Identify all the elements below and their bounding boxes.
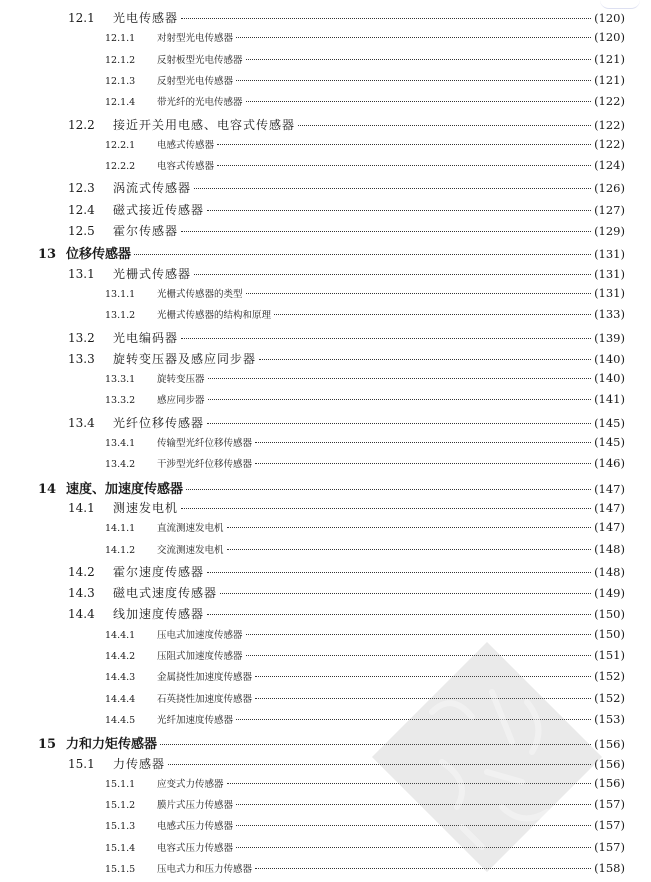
toc-entry-page: (158) [594, 861, 625, 875]
dot-leader [246, 59, 592, 60]
dot-leader [181, 508, 591, 509]
toc-entry-title: 反射型光电传感器 [157, 75, 234, 87]
toc-entry-title: 测速发电机 [113, 500, 179, 515]
dot-leader [217, 165, 591, 166]
toc-entry-page: (139) [594, 330, 625, 345]
toc-entry-page: (124) [594, 158, 625, 173]
toc-entry-number: 12.2 [68, 117, 95, 132]
toc-entry-title: 接近开关用电感、电容式传感器 [113, 117, 296, 132]
toc-entry-number: 14.4.4 [105, 693, 136, 705]
toc-entry[interactable] [0, 648, 651, 662]
toc-entry[interactable] [0, 755, 651, 772]
toc-entry-page: (141) [594, 392, 625, 407]
toc-entry-page: (148) [594, 541, 625, 556]
dot-leader [208, 399, 592, 400]
dot-leader [236, 825, 591, 826]
dot-leader [246, 655, 592, 656]
toc-entry-page: (146) [594, 456, 625, 471]
dot-leader [227, 783, 592, 784]
toc-entry[interactable] [0, 52, 651, 66]
toc-entry-number: 15.1.5 [105, 864, 136, 875]
dot-leader [255, 868, 591, 869]
dot-leader [259, 359, 591, 360]
dot-leader [207, 572, 591, 573]
toc-entry[interactable] [0, 116, 651, 133]
toc-entry-number: 14.2 [68, 564, 95, 579]
toc-entry-title: 电容式传感器 [157, 161, 215, 173]
toc-entry[interactable] [0, 542, 651, 556]
toc-entry-page: (150) [594, 607, 625, 622]
toc-entry-page: (133) [594, 307, 625, 322]
dot-leader [255, 698, 591, 699]
toc-entry-number: 12.1.3 [105, 75, 136, 87]
toc-entry-title: 压电式力和压力传感器 [157, 864, 253, 875]
dot-leader [186, 489, 591, 490]
toc-entry-title: 线加速度传感器 [113, 607, 205, 622]
toc-entry-title: 光栅式传感器 [113, 266, 192, 281]
toc-entry-title: 传输型光纤位移传感器 [157, 438, 253, 449]
toc-entry[interactable] [0, 691, 651, 705]
dot-leader [207, 210, 591, 211]
toc-entry-page: (122) [594, 117, 625, 132]
dot-leader [236, 719, 591, 720]
toc-entry-page: (152) [594, 690, 625, 705]
toc-entry-title: 磁式接近传感器 [113, 202, 205, 217]
toc-entry-number: 14.4.2 [105, 651, 136, 662]
toc-entry-number: 13.3.1 [105, 374, 136, 386]
toc-entry-number: 13.4.1 [105, 438, 136, 449]
toc-entry[interactable] [0, 733, 651, 752]
dot-leader [274, 314, 591, 315]
toc-entry[interactable] [0, 137, 651, 151]
dot-leader [246, 293, 592, 294]
toc-entry-page: (121) [594, 51, 625, 66]
toc-entry-title: 膜片式压力传感器 [157, 800, 234, 812]
toc-entry-title: 霍尔速度传感器 [113, 564, 205, 579]
corner-stamp-fragment [600, 0, 640, 9]
toc-entry[interactable] [0, 818, 651, 832]
dot-leader [181, 231, 591, 232]
toc-entry-page: (131) [594, 247, 625, 262]
toc-entry-page: (127) [594, 202, 625, 217]
toc-entry-title: 感应同步器 [157, 395, 205, 407]
toc-entry-number: 12.2.1 [105, 139, 136, 151]
toc-entry-page: (131) [594, 285, 625, 300]
toc-entry-title: 光电编码器 [113, 330, 179, 345]
toc-entry[interactable] [0, 520, 651, 534]
toc-entry-page: (149) [594, 586, 625, 601]
toc-entry-title: 电容式压力传感器 [157, 842, 234, 854]
toc-entry-number: 15.1 [68, 756, 95, 771]
toc-entry[interactable] [0, 350, 651, 367]
dot-leader [220, 593, 591, 594]
dot-leader [255, 463, 591, 464]
toc-entry-number: 13.1 [68, 266, 95, 281]
toc-entry-title: 力传感器 [113, 756, 166, 771]
toc-entry-number: 15.1.1 [105, 778, 136, 790]
toc-entry-number: 13.4 [68, 415, 95, 430]
toc-entry[interactable] [0, 414, 651, 431]
toc-entry-page: (157) [594, 839, 625, 854]
toc-entry-number: 13.4.2 [105, 459, 136, 471]
toc-entry-number: 12.2.2 [105, 161, 136, 173]
toc-entry-title: 干涉型光纤位移传感器 [157, 459, 253, 471]
dot-leader [236, 80, 591, 81]
dot-leader [207, 423, 591, 424]
toc-entry-page: (129) [594, 224, 625, 238]
toc-entry-number: 12.1.4 [105, 97, 136, 109]
toc-entry-title: 应变式力传感器 [157, 778, 224, 790]
toc-entry-number: 14.1 [68, 500, 95, 515]
toc-entry-page: (120) [594, 30, 625, 45]
toc-entry[interactable] [0, 840, 651, 854]
toc-entry[interactable] [0, 222, 651, 239]
toc-entry-title: 直流测速发电机 [157, 523, 224, 535]
toc-entry-page: (150) [594, 626, 625, 641]
toc-entry[interactable] [0, 179, 651, 196]
toc-entry-title: 光栅式传感器的类型 [157, 288, 243, 300]
toc-entry[interactable] [0, 456, 651, 470]
toc-entry-page: (145) [594, 415, 625, 430]
toc-entry-title: 石英挠性加速度传感器 [157, 693, 253, 705]
toc-entry[interactable] [0, 605, 651, 622]
toc-entry-title: 反射板型光电传感器 [157, 54, 243, 66]
toc-entry-page: (145) [594, 435, 625, 449]
toc-entry-number: 15.1.4 [105, 842, 136, 854]
dot-leader [236, 804, 591, 805]
toc-entry-title: 压阻式加速度传感器 [157, 651, 243, 662]
dot-leader [227, 527, 592, 528]
dot-leader [134, 254, 591, 255]
toc-entry-number: 12.1.2 [105, 54, 136, 66]
toc-entry-title: 压电式加速度传感器 [157, 629, 243, 641]
toc-entry-title: 金属挠性加速度传感器 [157, 672, 253, 684]
toc-entry-title: 涡流式传感器 [113, 181, 192, 196]
dot-leader [194, 188, 591, 189]
toc-entry-page: (122) [594, 94, 625, 109]
toc-entry-number: 14 [38, 481, 57, 497]
toc-entry-number: 13.3.2 [105, 395, 136, 407]
toc-entry-page: (147) [594, 481, 625, 496]
toc-entry[interactable] [0, 627, 651, 641]
toc-entry-number: 14.4 [68, 607, 95, 622]
toc-entry-page: (156) [594, 775, 625, 790]
dot-leader [227, 549, 592, 550]
toc-entry[interactable] [0, 371, 651, 385]
toc-entry[interactable] [0, 435, 651, 449]
toc-entry[interactable] [0, 243, 651, 262]
toc-entry[interactable] [0, 776, 651, 790]
toc-entry-title: 速度、加速度传感器 [66, 481, 184, 497]
toc-entry-title: 霍尔传感器 [113, 224, 179, 238]
toc-entry-title: 对射型光电传感器 [157, 33, 234, 45]
toc-entry-number: 14.4.5 [105, 714, 136, 726]
toc-entry-title: 光纤加速度传感器 [157, 714, 234, 726]
toc-entry-number: 15 [38, 737, 57, 753]
toc-entry[interactable] [0, 73, 651, 87]
toc-entry[interactable] [0, 286, 651, 300]
toc-entry-number: 14.1.2 [105, 544, 136, 556]
toc-entry-number: 14.4.1 [105, 629, 136, 641]
dot-leader [236, 37, 591, 38]
toc-entry-page: (153) [594, 711, 625, 726]
toc-entry[interactable] [0, 201, 651, 218]
toc-entry-page: (140) [594, 351, 625, 366]
toc-entry-title: 位移传感器 [66, 247, 132, 263]
dot-leader [298, 125, 591, 126]
toc-entry-title: 交流测速发电机 [157, 544, 224, 556]
toc-entry-page: (120) [594, 11, 625, 25]
toc-entry[interactable] [0, 861, 651, 875]
toc-entry-number: 14.1.1 [105, 523, 136, 535]
toc-entry-page: (140) [594, 371, 625, 386]
dot-leader [236, 847, 591, 848]
dot-leader [255, 442, 591, 443]
toc-entry-number: 13.3 [68, 351, 95, 366]
toc-entry-title: 力和力矩传感器 [66, 737, 158, 753]
toc-entry-page: (126) [594, 181, 625, 196]
toc-entry-page: (152) [594, 669, 625, 684]
toc-entry-number: 12.4 [68, 202, 95, 217]
toc-entry[interactable] [0, 265, 651, 282]
toc-entry[interactable] [0, 30, 651, 44]
toc-entry-number: 13 [38, 247, 57, 263]
toc-entry-page: (121) [594, 72, 625, 87]
toc-entry-page: (151) [594, 648, 625, 662]
toc-entry-page: (148) [594, 564, 625, 579]
dot-leader [194, 274, 591, 275]
toc-entry[interactable] [0, 797, 651, 811]
dot-leader [181, 338, 591, 339]
toc-entry-page: (147) [594, 500, 625, 515]
toc-entry[interactable] [0, 9, 651, 26]
toc-entry-number: 14.3 [68, 586, 95, 601]
toc-entry-number: 13.1.1 [105, 288, 136, 300]
toc-entry-title: 旋转变压器及感应同步器 [113, 351, 257, 366]
toc-entry[interactable] [0, 669, 651, 683]
toc-entry-number: 13.2 [68, 330, 95, 345]
dot-leader [246, 101, 592, 102]
toc-entry[interactable] [0, 158, 651, 172]
toc-entry[interactable] [0, 499, 651, 516]
dot-leader [181, 18, 591, 19]
toc-entry-page: (156) [594, 756, 625, 771]
toc-entry-number: 13.1.2 [105, 310, 136, 322]
dot-leader [160, 744, 591, 745]
toc-entry-page: (131) [594, 266, 625, 281]
toc-entry-page: (157) [594, 818, 625, 833]
dot-leader [208, 378, 592, 379]
toc-entry-title: 电感式压力传感器 [157, 821, 234, 833]
toc-entry[interactable] [0, 94, 651, 108]
toc-entry-page: (156) [594, 737, 625, 752]
dot-leader [255, 676, 591, 677]
toc-entry-page: (122) [594, 136, 625, 151]
toc-entry-number: 12.1 [68, 11, 95, 25]
toc-entry-title: 旋转变压器 [157, 374, 205, 386]
toc-entry-title: 带光纤的光电传感器 [157, 97, 243, 109]
toc-entry-page: (157) [594, 797, 625, 812]
toc-entry[interactable] [0, 712, 651, 726]
toc-entry[interactable] [0, 307, 651, 321]
dot-leader [246, 634, 592, 635]
toc-entry[interactable] [0, 584, 651, 601]
toc-entry-number: 12.1.1 [105, 33, 136, 45]
toc-entry[interactable] [0, 392, 651, 406]
toc-entry-number: 14.4.3 [105, 672, 136, 684]
dot-leader [207, 614, 591, 615]
toc-entry-page: (147) [594, 520, 625, 535]
toc-entry-number: 12.3 [68, 181, 95, 196]
toc-entry-title: 电感式传感器 [157, 139, 215, 151]
dot-leader [168, 764, 591, 765]
toc-entry[interactable] [0, 563, 651, 580]
toc-entry-number: 15.1.3 [105, 821, 136, 833]
toc-entry-title: 磁电式速度传感器 [113, 586, 218, 601]
toc-entry-title: 光电传感器 [113, 11, 179, 25]
dot-leader [217, 144, 591, 145]
toc-entry[interactable] [0, 478, 651, 497]
toc-entry[interactable] [0, 329, 651, 346]
toc-entry-number: 15.1.2 [105, 800, 136, 812]
toc-entry-title: 光纤位移传感器 [113, 415, 205, 430]
toc-entry-title: 光栅式传感器的结构和原理 [157, 310, 272, 322]
toc-entry-number: 12.5 [68, 224, 95, 238]
